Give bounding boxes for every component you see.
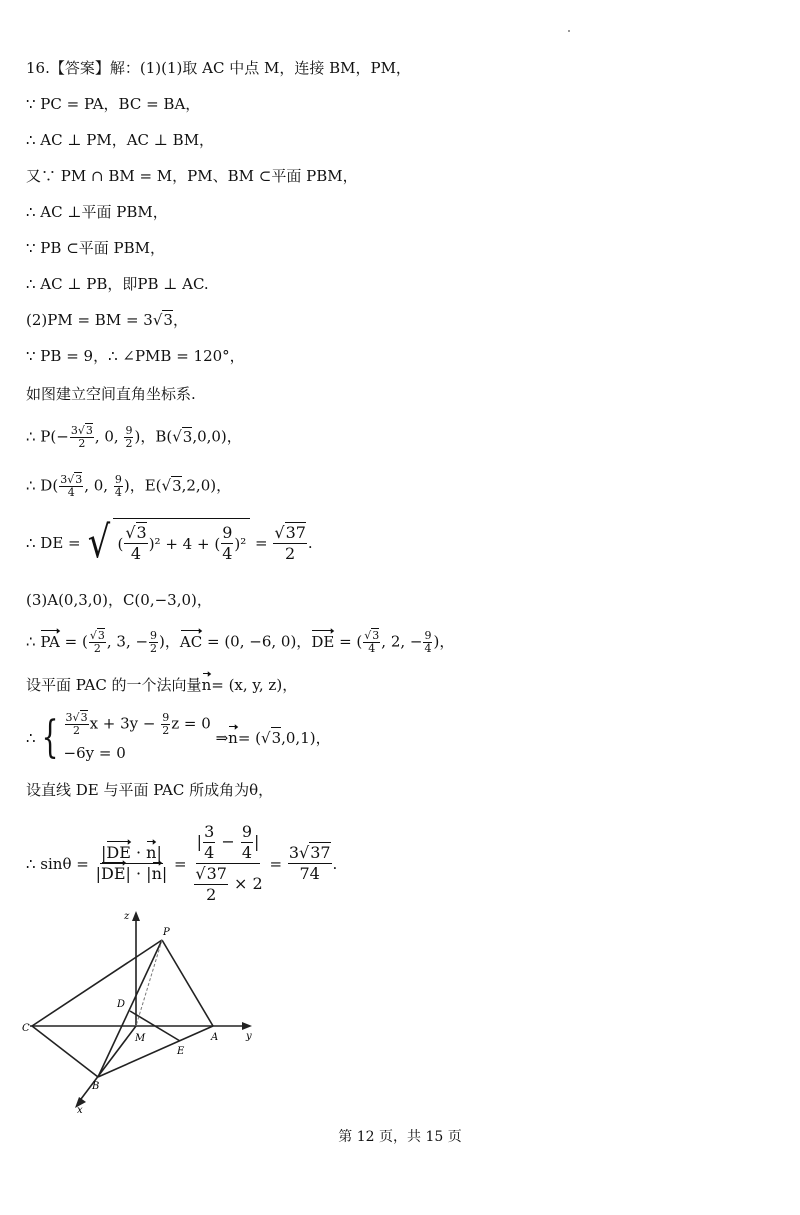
label-x: x xyxy=(77,1105,83,1115)
answer-heading: 16.【答案】解：(1)(1)取 AC 中点 M，连接 BM，PM， xyxy=(26,59,411,77)
edge-cb xyxy=(32,1026,98,1077)
y-arrow xyxy=(242,1022,252,1030)
page-footer: 第 12 页，共 15 页 xyxy=(338,1129,462,1145)
label-z: z xyxy=(124,911,130,922)
step-line: ∵ PB ⊂平面 PBM， xyxy=(26,239,166,257)
label-c: C xyxy=(22,1023,30,1034)
step-line: ∴ AC ⊥ PB，即PB ⊥ AC. xyxy=(26,275,209,293)
label-b: B xyxy=(92,1081,100,1092)
angle-def: 设直线 DE 与平面 PAC 所成角为θ， xyxy=(26,781,274,799)
vectors: ∴ PA = ( $\frac{√3}{2}$ , 3, − $\frac{9}{2}$ )，AC = (0, −6, 0)，DE = ( $\frac{√3}{4}$ , 2, − $\frac{9}{4}$ )， xyxy=(26,629,455,655)
segment-pm xyxy=(136,940,162,1026)
geometry-figure xyxy=(20,905,270,1115)
speck xyxy=(568,30,570,32)
step-line: 如图建立空间直角坐标系. xyxy=(26,385,196,403)
de-length: ∴ DE = √ ( $\frac{√3}{4}$ )² + 4 + ( $\frac{9}{4}$ )² = $\frac{√37}{2}$ . xyxy=(26,517,313,568)
step-line: (2)PM = BM = 3√3， xyxy=(26,311,188,329)
equation-system: ∴ { $\frac{3√3}{2}$ x + 3y − $\frac{9}{2}$ z = 0 −6y = 0 ⇒ n = (√ 3 ,0,1)， xyxy=(26,711,331,763)
step-line: ∵ PB = 9，∴ ∠PMB = 120°， xyxy=(26,347,245,365)
label-p: P xyxy=(163,927,170,938)
label-y: y xyxy=(246,1031,252,1042)
label-d: D xyxy=(117,999,126,1010)
label-e: E xyxy=(177,1046,185,1057)
label-a: A xyxy=(211,1032,219,1043)
coords-de: ∴ D( $\frac{3√3}{4}$ , 0, $\frac{9}{4}$ )，E(√3,2,0)， xyxy=(26,473,232,499)
label-m: M xyxy=(135,1033,146,1044)
step-line: ∵ PC = PA，BC = BA， xyxy=(26,95,201,113)
edge-pa xyxy=(162,940,213,1026)
coords-ac: (3)A(0,3,0)，C(0,−3,0)， xyxy=(26,591,212,609)
coords-pb: ∴ P(− $\frac{3√3}{2}$ , 0, $\frac{9}{2}$ )，B(√3,0,0)， xyxy=(26,424,242,450)
step-line: ∴ AC ⊥ PM，AC ⊥ BM， xyxy=(26,131,215,149)
edge-ba xyxy=(98,1026,213,1077)
step-line: 又∵ PM ∩ BM = M，PM、BM ⊂平面 PBM， xyxy=(26,167,358,185)
step-line: ∴ AC ⊥平面 PBM， xyxy=(26,203,168,221)
sin-result: ∴ sinθ = $\frac{|DE \cdot n|}{|DE| \cdot |n|}$ = | $\frac{3}{4}$ − $\frac{9}{4}$ | $\frac{√37}{2}$ × 2 = $\frac{3√37}{74}$ . xyxy=(26,822,338,904)
z-arrow xyxy=(132,911,140,921)
normal-vector-def: 设平面 PAC 的一个法向量n= (x, y, z)， xyxy=(26,676,298,694)
